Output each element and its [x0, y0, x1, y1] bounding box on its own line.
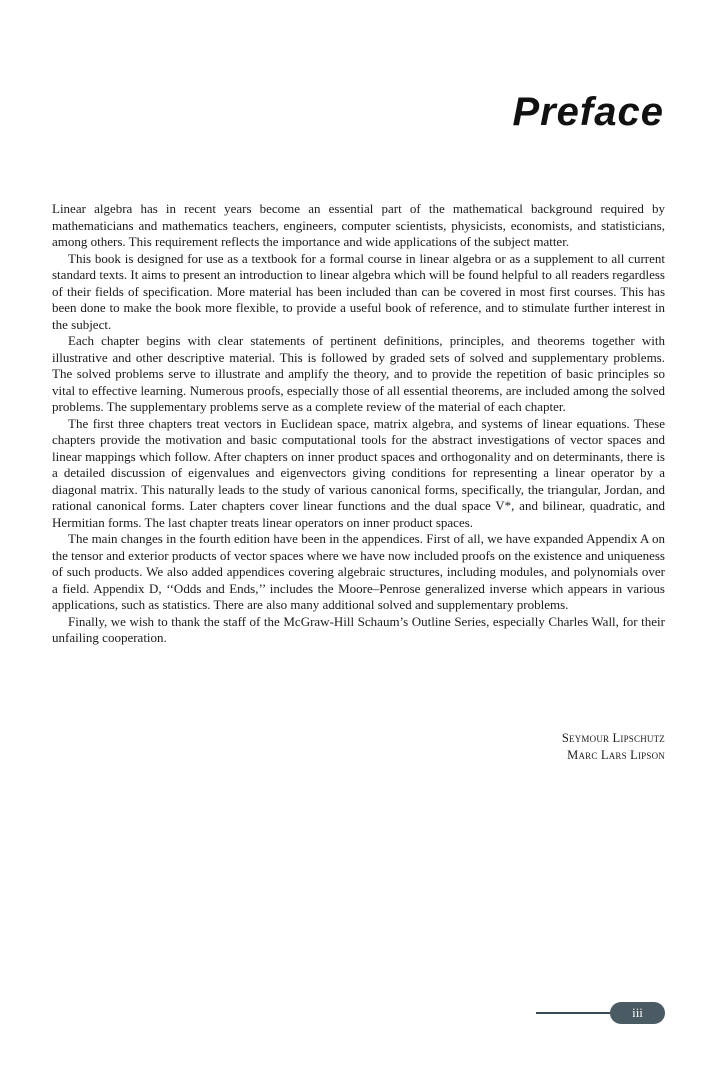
paragraph: This book is designed for use as a textbook for a formal course in linear algebra or as a supplement to all current standard texts. It aims to present an introduction to linear algebra which will be found helpful to all readers regardless of their fields of specification. More material has been included than can be covered in most first courses. This has been done to make the book more flexible, to provide a useful book of reference, and to stimulate further interest in the subject.	[52, 250, 665, 332]
paragraph: Linear algebra has in recent years become an essential part of the mathematical background required by mathematicians and mathematics teachers, engineers, computer scientists, physicists, economists, and statisticians, among others. This requirement reflects the importance and wide applications of the subject matter.	[52, 201, 665, 249]
paragraph: The main changes in the fourth edition have been in the appendices. First of all, we have expanded Appendix A on the tensor and exterior products of vector spaces where we have now included proofs on the existence and uniqueness of such products. We also added appendices covering algebraic structures, including modules, and polynomials over a field. Appendix D, ‘‘Odds and Ends,’’ includes the Moore–Penrose generalized inverse which appears in various applications, such as statistics. There are also many additional solved and supplementary problems.	[52, 531, 665, 612]
author-name: Marc Lars Lipson	[567, 748, 665, 762]
paragraph: The first three chapters treat vectors in Euclidean space, matrix algebra, and systems of linear equations. These chapters provide the motivation and basic computational tools for the abstract investigations of vector spaces and linear mappings which follow. After chapters on inner product spaces and orthogonality and on determinants, there is a detailed discussion of eigenvalues and eigenvectors giving conditions for representing a linear operator by a diagonal matrix. This naturally leads to the study of various canonical forms, specifically, the triangular, Jordan, and rational canonical forms. Later chapters cover linear functions and the dual space V*, and bilinear, quadratic, and Hermitian forms. The last chapter treats linear operators on inner product spaces.	[52, 415, 665, 530]
paragraph: Finally, we wish to thank the staff of the McGraw-Hill Schaum’s Outline Series, especially Charles Wall, for their unfailing cooperation.	[52, 613, 665, 645]
page-number-badge: iii	[610, 1002, 665, 1024]
author-signatures	[562, 730, 665, 764]
author-name: Seymour Lipschutz	[561, 731, 665, 745]
preface-body	[52, 201, 665, 647]
paragraph: Each chapter begins with clear statements of pertinent definitions, principles, and theorems together with illustrative and other descriptive material. This is followed by graded sets of solved and supplementary problems. The solved problems serve to illustrate and amplify the theory, and to provide the repetition of basic principles so vital to effective learning. Numerous proofs, especially those of all essential theorems, are included among the solved problems. The supplementary problems serve as a complete review of the material of each chapter.	[52, 333, 665, 414]
page-title: Preface	[512, 90, 664, 134]
